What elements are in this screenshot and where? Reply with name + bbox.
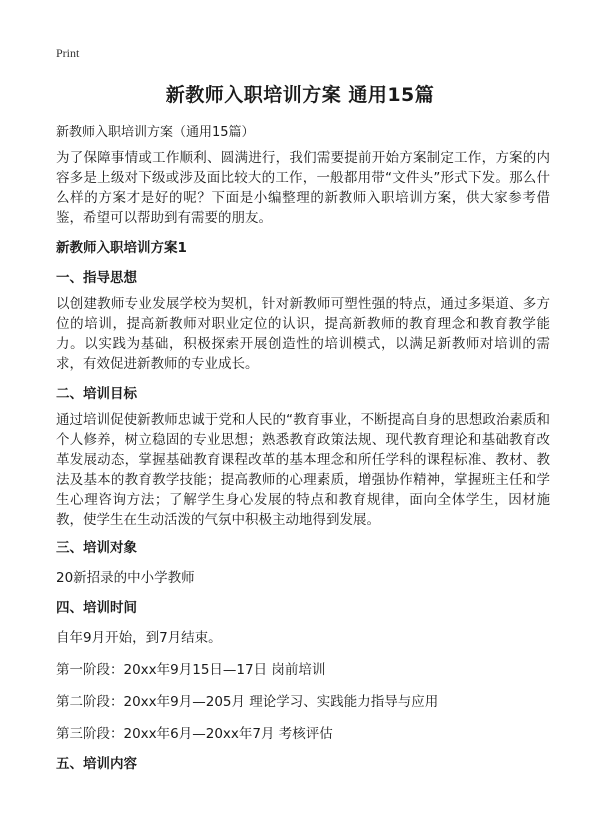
stage-three: 第三阶段：20xx年6月—20xx年7月 考核评估 bbox=[56, 726, 333, 742]
stage-two: 第二阶段：20xx年9月—205月 理论学习、实践能力指导与应用 bbox=[56, 694, 439, 710]
print-label: Print bbox=[56, 46, 80, 60]
heading-training-content: 五、培训内容 bbox=[56, 756, 137, 772]
heading-training-time: 四、培训时间 bbox=[56, 600, 137, 616]
paragraph-training-target: 20新招录的中小学教师 bbox=[56, 570, 195, 586]
heading-guiding-idea: 一、指导思想 bbox=[56, 270, 137, 286]
heading-training-goal: 二、培训目标 bbox=[56, 386, 137, 402]
intro-paragraph: 为了保障事情或工作顺利、圆满进行，我们需要提前开始方案制定工作，方案的内容多是上级对下级或涉及面比较大的工作，一般都用带“文件头”形式下发。那么什么样的方案才是好的呢？下面是小编整理的新教师入职培训方案，供大家参考借鉴，希望可以帮助到有需要的朋友。 bbox=[56, 150, 550, 226]
stage-one: 第一阶段：20xx年9月15日—17日 岗前培训 bbox=[56, 662, 326, 678]
paragraph-guiding-idea: 以创建教师专业发展学校为契机，针对新教师可塑性强的特点，通过多渠道、多方位的培训，提高新教师对职业定位的认识，提高新教师的教育理念和教育教学能力。以实践为基础，积极探索开展创造性的培训模式，以满足新教师对培训的需求，有效促进新教师的专业成长。 bbox=[56, 296, 550, 372]
document-subtitle: 新教师入职培训方案（通用15篇） bbox=[56, 125, 255, 140]
paragraph-training-time: 自年9月开始，到7月结束。 bbox=[56, 630, 222, 646]
section-title: 新教师入职培训方案1 bbox=[56, 240, 187, 256]
heading-training-target: 三、培训对象 bbox=[56, 540, 137, 556]
paragraph-training-goal: 通过培训促使新教师忠诚于党和人民的“教育事业，不断提高自身的思想政治素质和个人修养，树立稳固的专业思想；熟悉教育政策法规、现代教育理论和基础教育改革发展动态，掌握基础教育课程改革的基本理念和所任学科的课程标准、教材、教法及基本的教育教学技能；提高教师的心理素质，增强协作精神，掌握班主任和学生心理咨询方法；了解学生身心发展的特点和教育规律，面向全体学生，因材施教，使学生在生动活泼的气氛中积极主动地得到发展。 bbox=[56, 412, 550, 528]
document-title: 新教师入职培训方案 通用15篇 bbox=[165, 84, 435, 106]
